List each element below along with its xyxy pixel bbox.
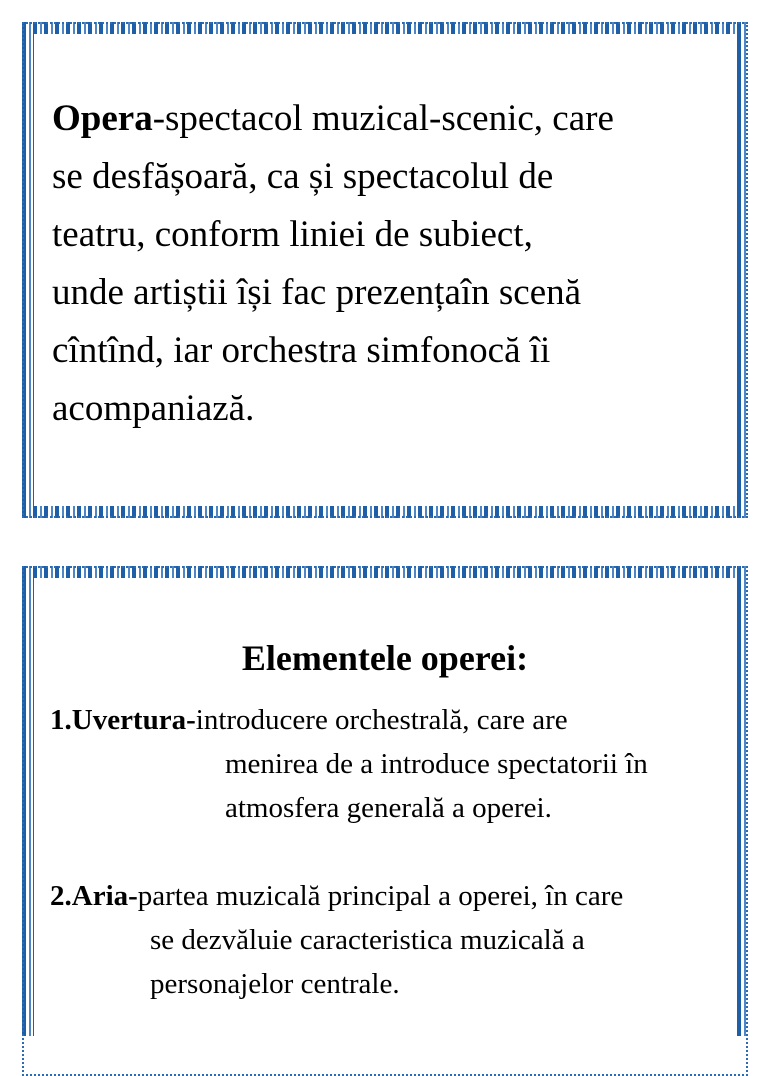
elements-card xyxy=(22,566,748,1036)
definition-card xyxy=(22,22,748,518)
element-line-1: partea muzicală principal a operei, în care xyxy=(137,880,624,912)
element-line-3: atmosfera generală a operei. xyxy=(225,792,552,824)
definition-line-1: -spectacol muzical-scenic, care xyxy=(152,98,614,139)
definition-line-4: unde artiștii își fac prezențaîn scenă xyxy=(52,272,582,313)
element-line-2: se dezvăluie caracteristica muzicală a xyxy=(150,924,585,956)
definition-line-5: cîntînd, iar orchestra simfonocă îi xyxy=(52,330,551,371)
definition-line-2: se desfășoară, ca și spectacolul de xyxy=(52,156,554,197)
definition-line-6: acompaniază. xyxy=(52,388,255,429)
element-line-3: personajelor centrale. xyxy=(150,968,400,1000)
opera-term: Opera xyxy=(52,98,153,139)
element-line-2: menirea de a introduce spectatorii în xyxy=(225,748,648,780)
elements-heading: Elementele operei: xyxy=(241,638,529,678)
opera-definition xyxy=(52,90,732,438)
element-term-aria: 2.Aria- xyxy=(50,880,138,912)
element-line-1: introducere orchestrală, care are xyxy=(195,704,568,736)
definition-line-3: teatru, conform liniei de subiect, xyxy=(52,214,533,255)
element-term-uvertura: 1.Uvertura- xyxy=(50,704,196,736)
element-item-uvertura xyxy=(50,698,740,830)
element-item-aria xyxy=(50,874,740,1006)
